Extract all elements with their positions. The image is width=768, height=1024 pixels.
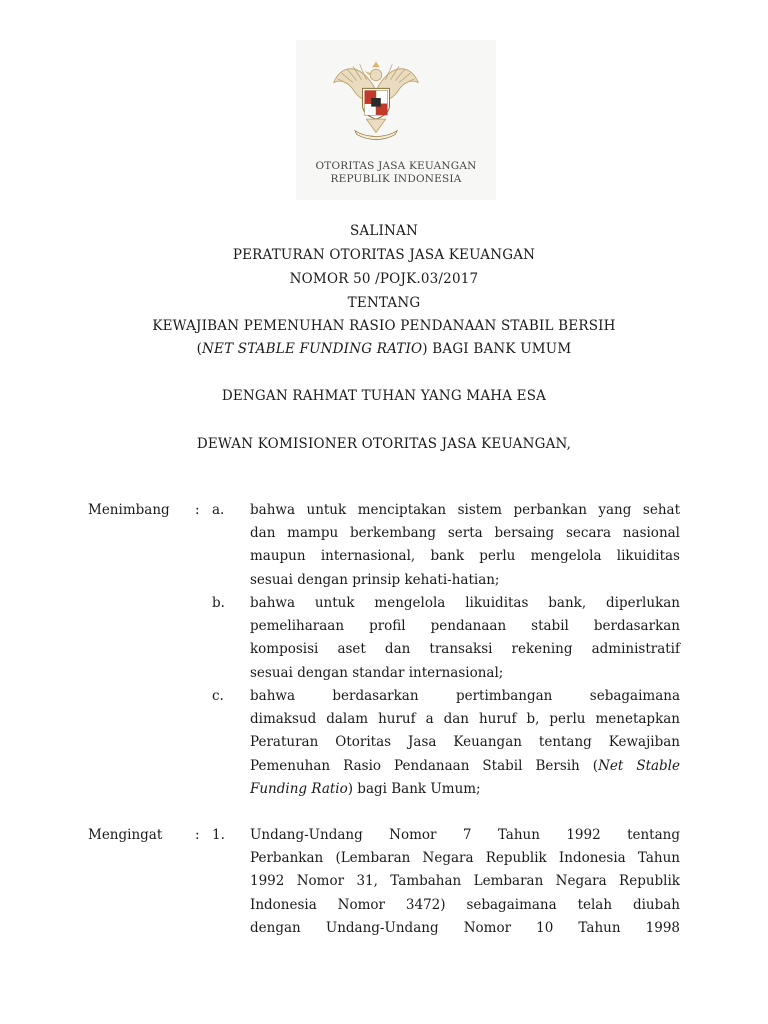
text-line: dengan Undang-Undang Nomor 10 Tahun 1998: [250, 919, 680, 936]
text-line: komposisi aset dan transaksi rekening administratif: [250, 641, 680, 658]
menimbang-a-text: [250, 499, 680, 592]
menimbang-label: Menimbang: [88, 502, 170, 518]
menimbang-colon: :: [195, 502, 200, 518]
menimbang-a-marker: a.: [212, 502, 225, 518]
text-line: Peraturan Otoritas Jasa Keuangan tentang Kewajiban: [250, 734, 680, 751]
menimbang-b-marker: b.: [212, 595, 225, 611]
text-line: Funding Ratio) bagi Bank Umum;: [250, 780, 481, 797]
mengingat-1-text: [250, 824, 680, 940]
regulation-subject-line2: (NET STABLE FUNDING RATIO) BAGI BANK UMUM: [196, 341, 572, 357]
text-line: bahwa untuk mengelola likuiditas bank, diperlukan: [250, 595, 680, 611]
regulation-title: PERATURAN OTORITAS JASA KEUANGAN: [232, 247, 536, 263]
text-line: dimaksud dalam huruf a dan huruf b, perlu menetapkan: [250, 711, 680, 728]
text-line: dan mampu berkembang serta bersaing secara nasional: [250, 525, 680, 542]
blessing-line: DENGAN RAHMAT TUHAN YANG MAHA ESA: [221, 388, 547, 404]
menimbang-c-marker: c.: [212, 688, 224, 704]
text-line: bahwa berdasarkan pertimbangan sebagaimana: [250, 688, 680, 704]
text-line: Pemenuhan Rasio Pendanaan Stabil Bersih (Net Stable: [250, 757, 680, 774]
menimbang-c-text: [250, 685, 680, 801]
menimbang-b-text: [250, 592, 680, 685]
text-line: sesuai dengan standar internasional;: [250, 664, 504, 681]
text-line: pemeliharaan profil pendanaan stabil berdasarkan: [250, 618, 680, 635]
text-line: sesuai dengan prinsip kehati-hatian;: [250, 571, 500, 588]
text-line: Perbankan (Lembaran Negara Republik Indonesia Tahun: [250, 850, 680, 867]
text-line: bahwa untuk menciptakan sistem perbankan yang sehat: [250, 502, 680, 518]
text-line: Indonesia Nomor 3472) sebagaimana telah diubah: [250, 896, 680, 913]
council-line: DEWAN KOMISIONER OTORITAS JASA KEUANGAN,: [196, 436, 572, 452]
about-label: TENTANG: [347, 295, 421, 311]
ojk-logo-block: [296, 40, 496, 200]
regulation-number: NOMOR 50 /POJK.03/2017: [289, 271, 479, 287]
text-line: 1992 Nomor 31, Tambahan Lembaran Negara Republik: [250, 873, 680, 890]
regulation-subject: KEWAJIBAN PEMENUHAN RASIO PENDANAAN STABIL BERSIH: [152, 318, 616, 334]
garuda-emblem-icon: [328, 50, 424, 146]
org-name-line1: OTORITAS JASA KEUANGAN: [315, 160, 477, 172]
mengingat-label: Mengingat: [88, 827, 163, 843]
text-line: Undang-Undang Nomor 7 Tahun 1992 tentang: [250, 827, 680, 843]
copy-label: SALINAN: [349, 223, 419, 239]
org-name-line2: REPUBLIK INDONESIA: [330, 173, 462, 185]
text-line: maupun internasional, bank perlu mengelola likuiditas: [250, 548, 680, 565]
mengingat-colon: :: [195, 827, 200, 843]
mengingat-1-marker: 1.: [212, 827, 225, 843]
